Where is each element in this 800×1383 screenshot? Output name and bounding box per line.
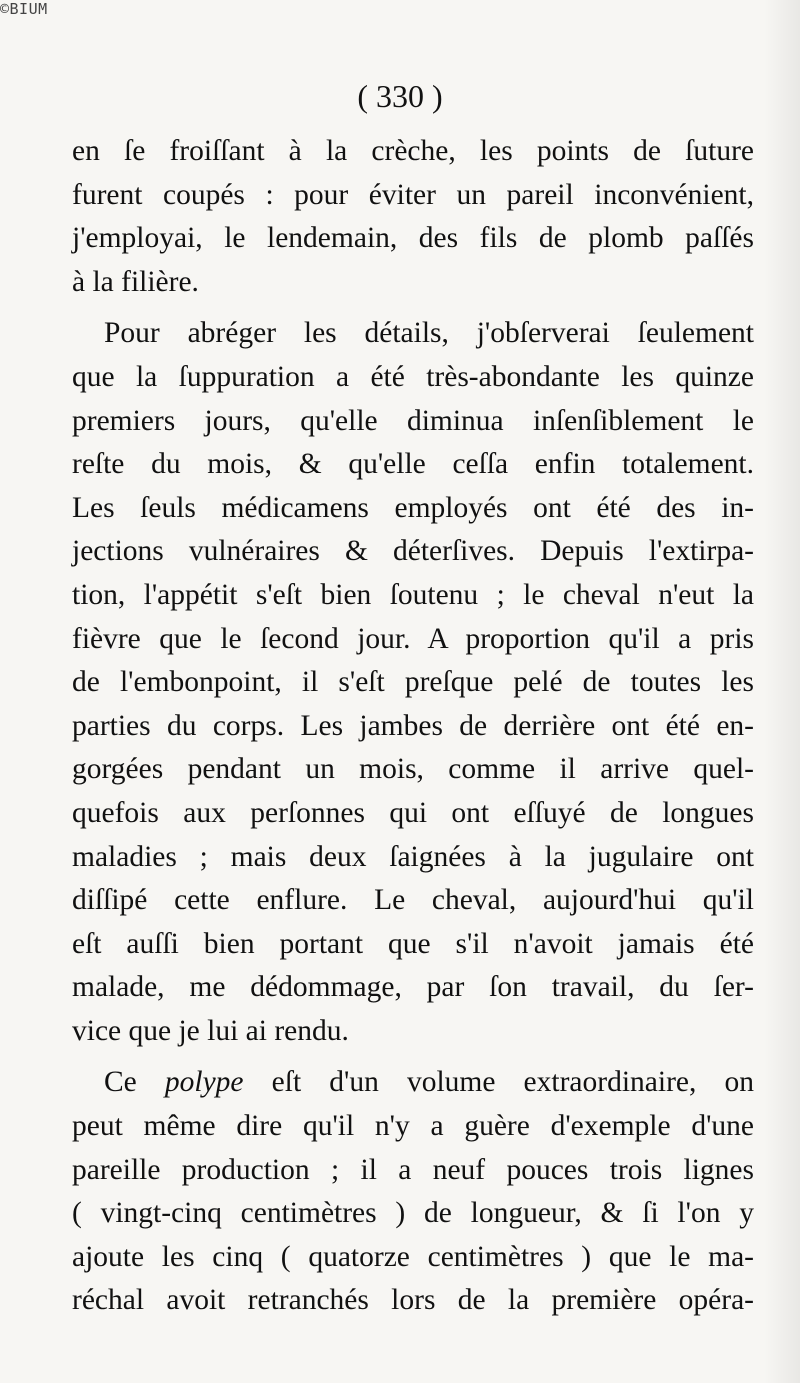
page-number: ( 330 ) [357, 78, 443, 114]
text-line: gorgées pendant un mois, comme il arrive quel- [72, 753, 754, 786]
text-line: ( vingt-cinq centimètres ) de longueur, & ſi l'on y [72, 1197, 754, 1230]
text-line: pareille production ; il a neuf pouces trois lignes [72, 1153, 754, 1186]
text-line: à la filière. [72, 265, 199, 298]
text-line: Les ſeuls médicamens employés ont été des in- [72, 491, 754, 524]
text-line: fièvre que le ſecond jour. A proportion qu'il a pris [72, 622, 754, 655]
text-line: de l'embonpoint, il s'eſt preſque pelé de toutes les [72, 666, 754, 699]
text-line: vice que je lui ai rendu. [72, 1014, 349, 1047]
text-line: parties du corps. Les jambes de derrière ont été en- [72, 709, 754, 742]
watermark: ©BIUM [0, 0, 48, 18]
paragraph-1 [72, 130, 754, 304]
text-line: maladies ; mais deux ſaignées à la jugulaire ont [72, 840, 754, 873]
text-line: furent coupés : pour éviter un pareil inconvénient, [72, 178, 754, 211]
paragraph-2 [72, 312, 754, 1053]
text-line: peut même dire qu'il n'y a guère d'exemple d'une [72, 1110, 754, 1143]
text-line: ajoute les cinq ( quatorze centimètres ) que le ma- [72, 1240, 754, 1273]
text-line: Pour abréger les détails, j'obſerverai ſeulement [104, 317, 754, 350]
text-line: jections vulnéraires & déterſives. Depuis l'extirpa- [72, 535, 754, 568]
text-line: quefois aux perſonnes qui ont eſſuyé de longues [72, 796, 754, 829]
text-line: diſſipé cette enflure. Le cheval, aujourd'hui qu'il [72, 884, 754, 917]
text-line: eſt auſſi bien portant que s'il n'avoit jamais été [72, 927, 754, 960]
text-line: Ce polype eſt d'un volume extraordinaire, on [104, 1066, 754, 1099]
text-line: que la ſuppuration a été très-abondante les quinze [72, 360, 754, 393]
text-line: premiers jours, qu'elle diminua inſenſiblement le [72, 404, 754, 437]
italic-term: polype [164, 1066, 244, 1099]
text-line: réchal avoit retranchés lors de la première opéra- [72, 1284, 754, 1317]
text-line: reſte du mois, & qu'elle ceſſa enfin totalement. [72, 448, 754, 481]
text-line: malade, me dédommage, par ſon travail, du ſer- [72, 971, 754, 1004]
text-line: tion, l'appétit s'eſt bien ſoutenu ; le cheval n'eut la [72, 578, 754, 611]
paragraph-3 [72, 1061, 754, 1323]
body-text [72, 130, 754, 1323]
text-line: j'employai, le lendemain, des fils de plomb paſſés [72, 222, 754, 255]
text-line: en ſe froiſſant à la crèche, les points de ſuture [72, 135, 754, 167]
